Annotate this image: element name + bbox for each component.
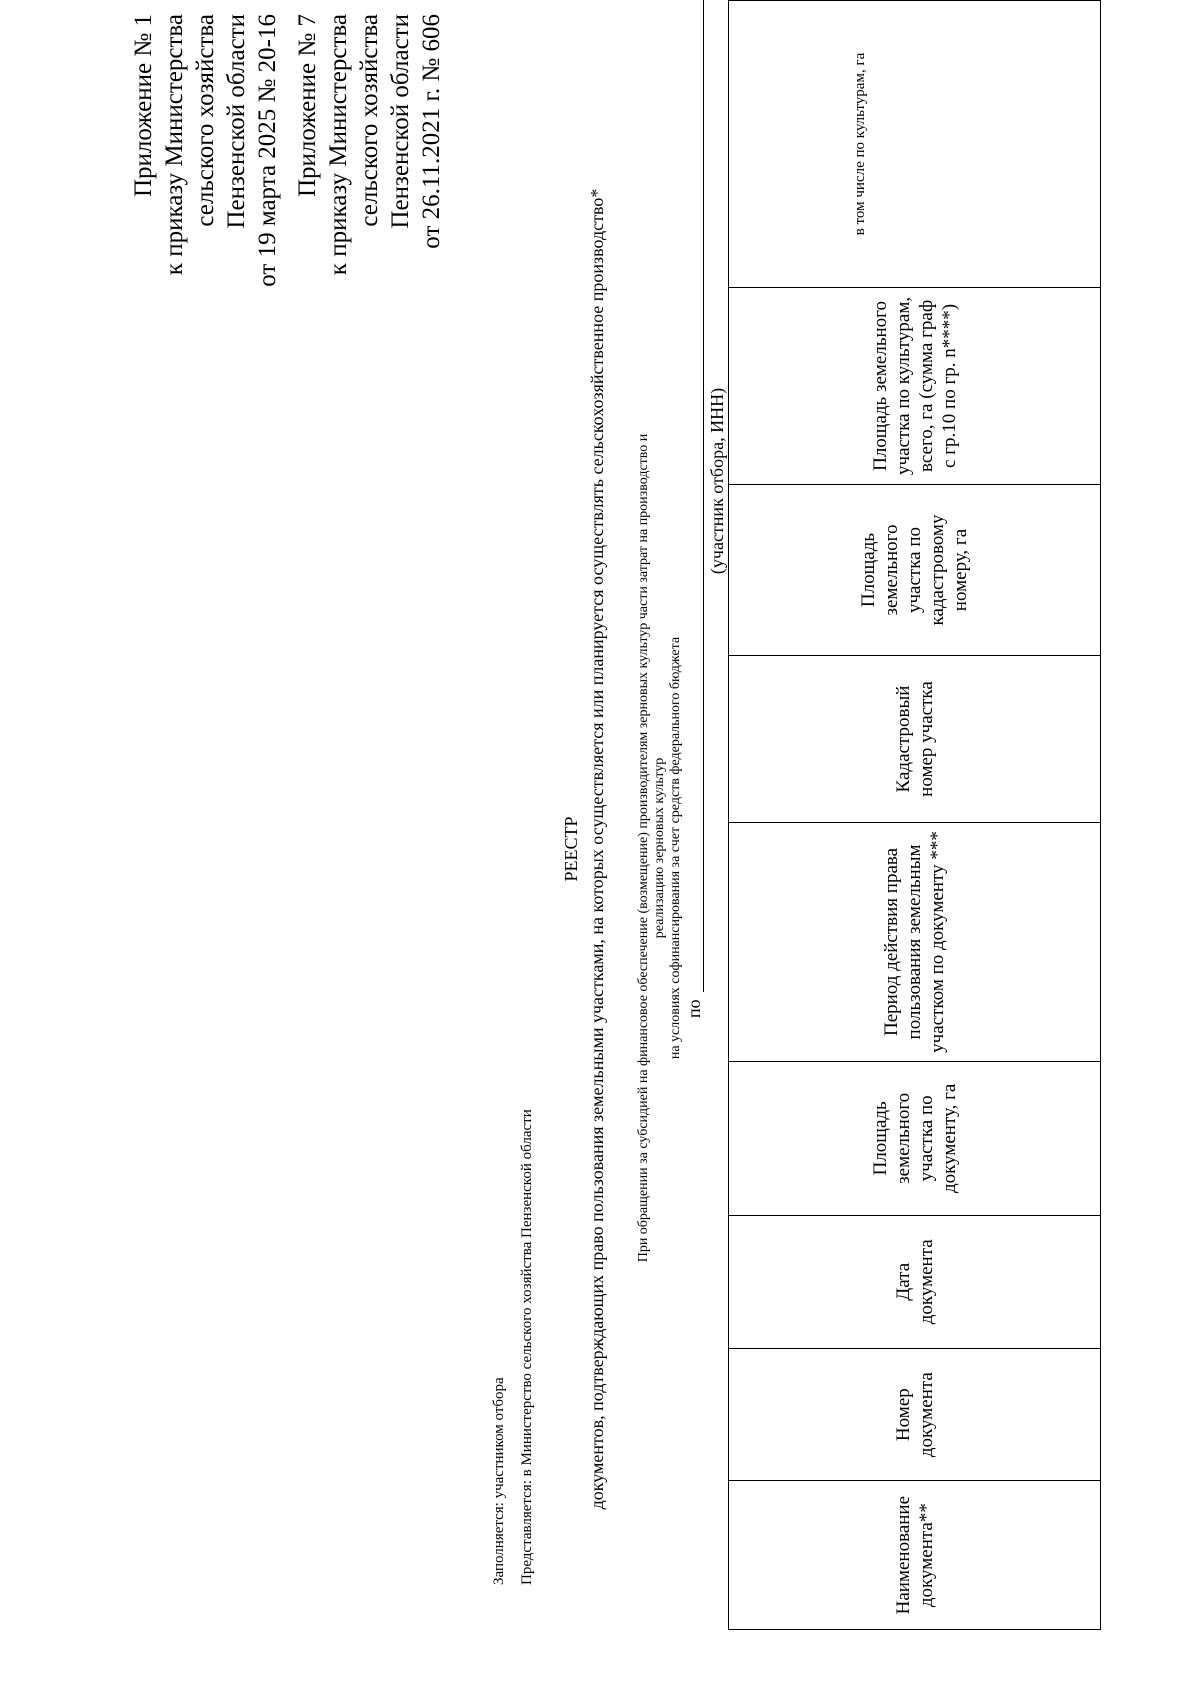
header-area-by-doc: Площадь земельного участка по документу, га: [729, 1062, 1101, 1216]
appendix-7-line: Приложение № 7: [294, 14, 321, 198]
appendix-7-line: от 26.11.2021 г. № 606: [418, 14, 445, 249]
header-validity-period: Период действия права пользования земельным участком по документу ***: [729, 822, 1101, 1061]
participant-underline: [703, 0, 704, 992]
header-area-by-cadastral: Площадь земельного участка по кадастровому номеру, га: [729, 484, 1101, 655]
purpose-line: на условиях софинансирования за счет средств федерального бюджета: [668, 636, 683, 1060]
appendix-1-line: сельского хозяйства: [192, 14, 219, 227]
registry-subtitle: документов, подтверждающих право пользования земельными участками, на которых осуществляется или планируется осуществлять сельскохозяйственное производство*: [587, 188, 607, 1510]
participant-caption: (участник отбора, ИНН): [707, 387, 727, 575]
header-doc-number: Номер документа: [729, 1348, 1101, 1480]
appendix-1-header: [128, 14, 283, 287]
header-cadastral-number: Кадастровый номер участка: [729, 656, 1101, 823]
header-doc-date: Дата документа: [729, 1215, 1101, 1348]
appendix-7-line: сельского хозяйства: [356, 14, 383, 227]
header-area-by-crops-total: Площадь земельного участка по культурам, всего, га (сумма граф с гр.10 по гр. n****): [729, 288, 1101, 485]
by-label: по: [684, 999, 704, 1018]
appendix-1-line: Пензенской области: [223, 14, 250, 229]
appendix-7-line: к приказу Министерства: [325, 14, 352, 276]
filled-by-note: Заполняется: участником отбора: [491, 1377, 507, 1585]
registry-table: [728, 0, 1101, 1630]
table-header-row: [729, 1, 1101, 1630]
purpose-line: При обращении за субсидией на финансовое обеспечение (возмещение) производителям зерновых культур части затрат на производство и реализацию зерновых культур: [636, 433, 667, 1263]
registry-title: РЕЕСТР: [561, 816, 581, 882]
appendix-7-line: Пензенской области: [387, 14, 414, 229]
appendix-1-line: Приложение № 1: [130, 14, 157, 198]
header-area-by-crop: в том числе по культурам, га: [729, 1, 1101, 288]
appendix-7-header: [292, 14, 447, 275]
appendix-1-line: от 19 марта 2025 № 20-16: [254, 14, 281, 287]
purpose-text: [636, 418, 684, 1278]
submitted-to-note: Представляется: в Министерство сельского хозяйства Пензенской области: [519, 1109, 535, 1585]
header-doc-name: Наименование документа**: [729, 1481, 1101, 1630]
appendix-1-line: к приказу Министерства: [161, 14, 188, 276]
